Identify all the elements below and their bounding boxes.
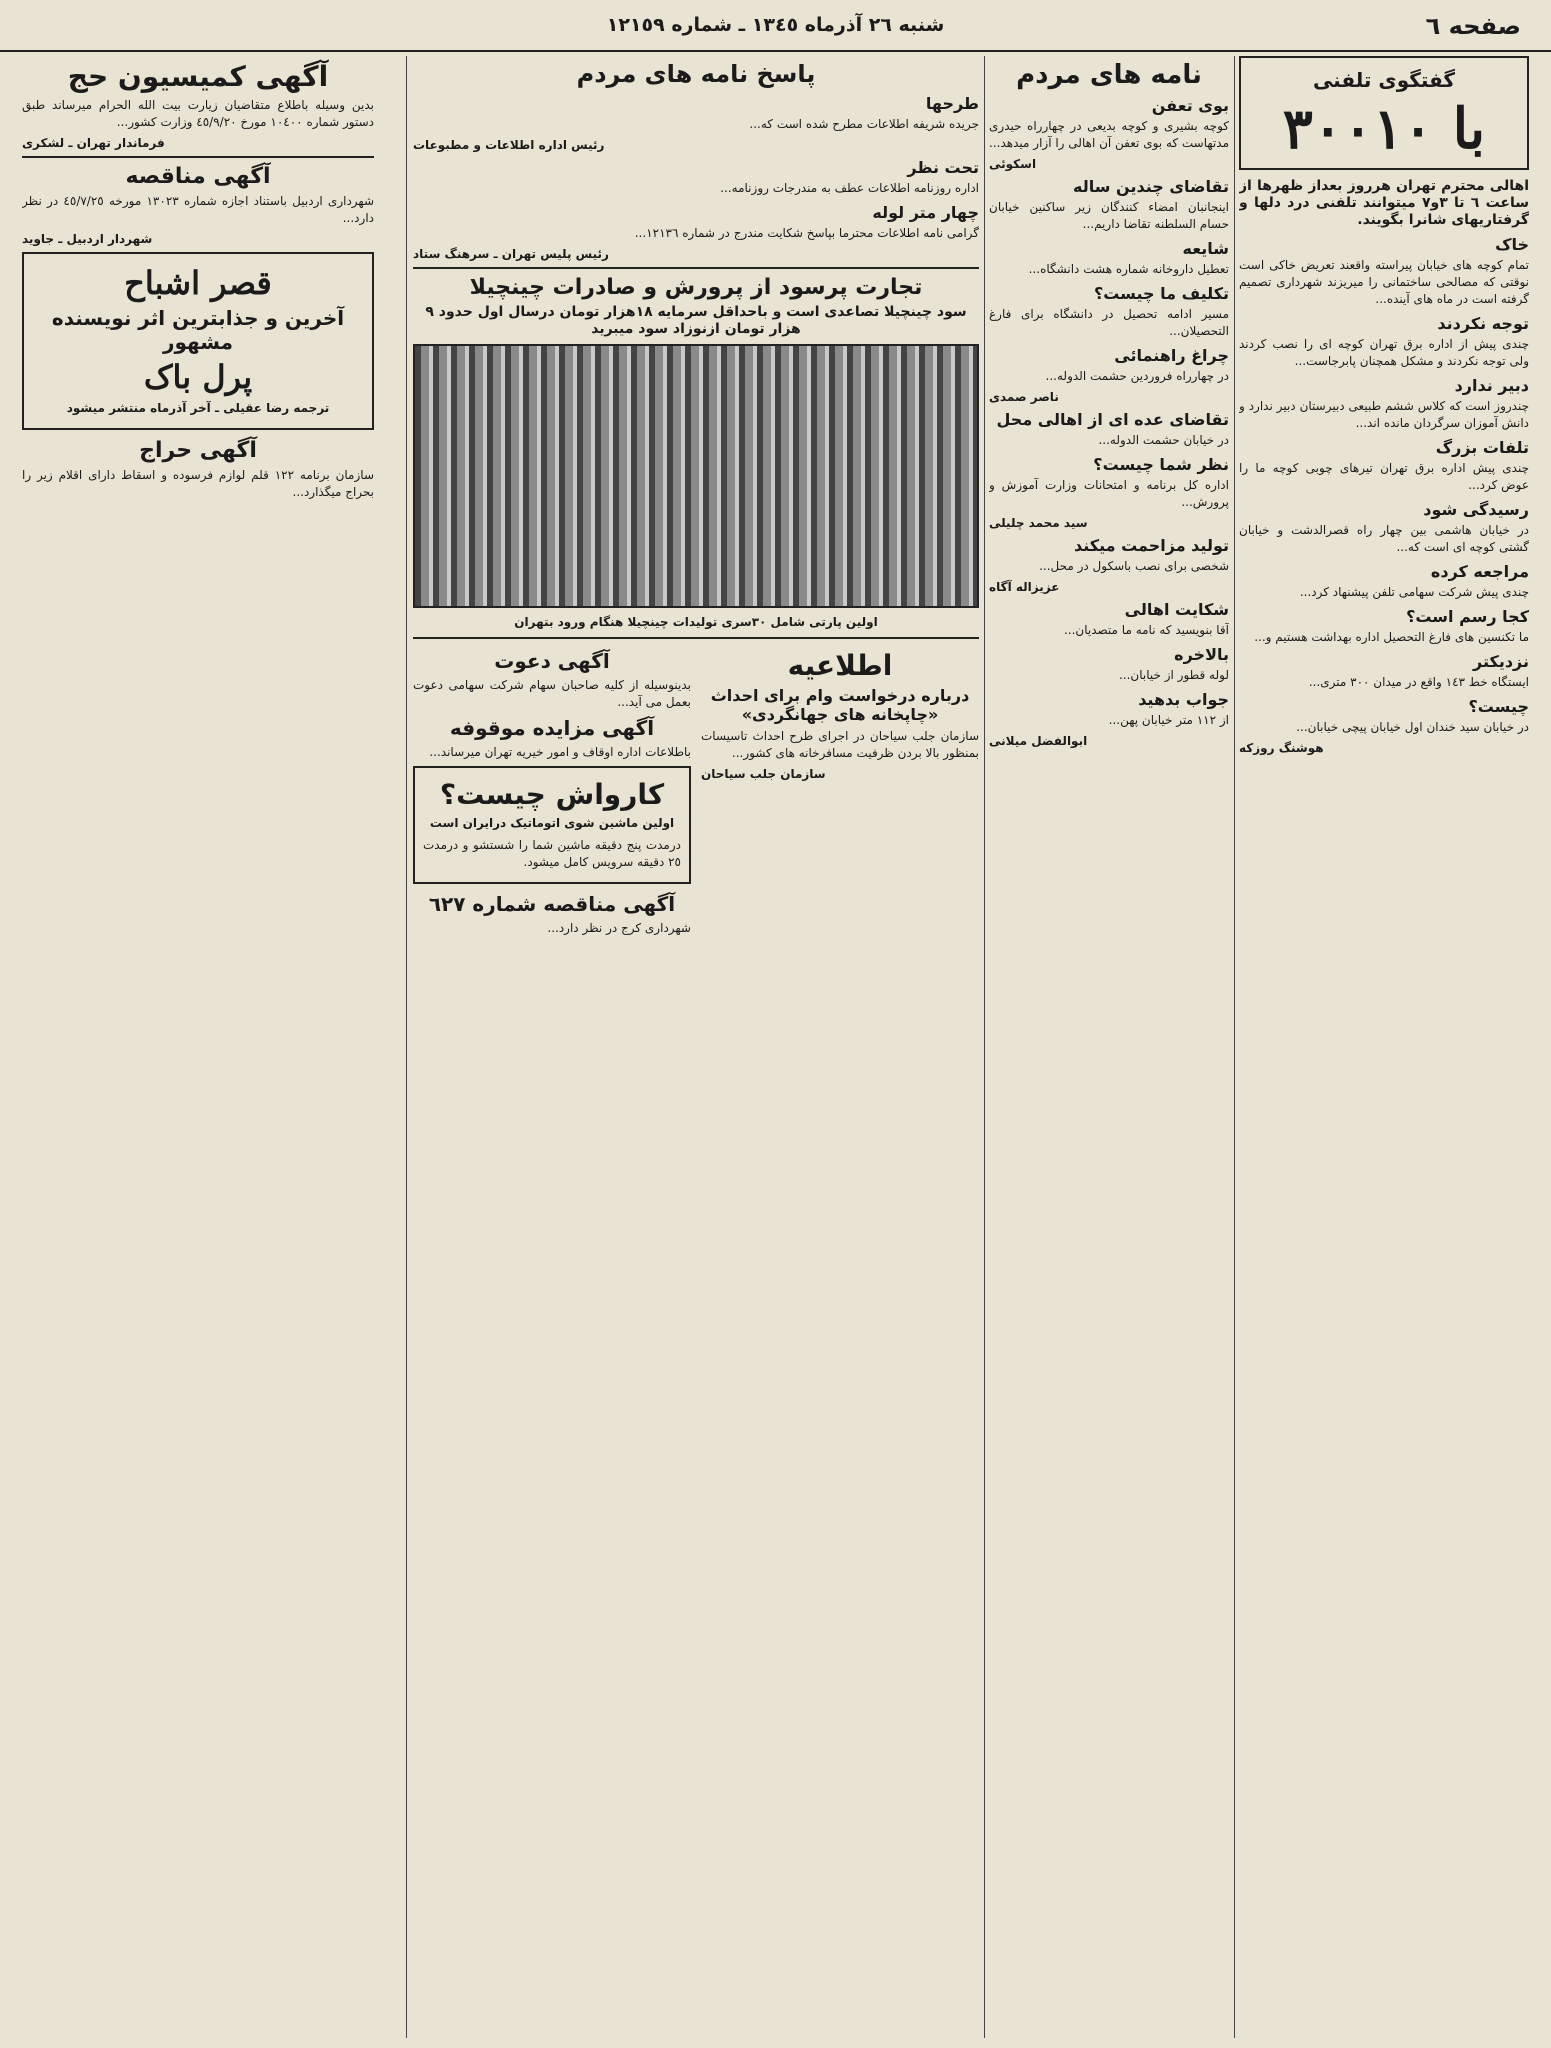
signature: هوشنگ روزکه bbox=[1239, 741, 1324, 755]
item: تلفات بزرگ چندی پیش اداره برق تهران تیرهای چوبی کوچه ما را عوض کرد... bbox=[1239, 438, 1529, 492]
ads-block: آگهی دعوت بدینوسیله از کلیه صاحبان سهام شرکت سهامی دعوت بعمل می آید... آگهی مزایده موقوفه باطلاعات اداره اوقاف و امور خیریه تهران میرساند... کارواش چیست؟ اولین ماشین شوی اتوماتیک درایران است درمدت پنج دقیقه ماشین شما را شستشو و درمدت ٢٥ دقیقه سرویس کامل میشود. آگهی مناقصه شماره ٦٢٧ شهرداری کرج در نظر دارد... bbox=[413, 649, 691, 935]
intro: اهالی محترم تهران هرروز بعداز ظهرها از ساعت ٦ تا ٣و٧ میتوانند تلفنی درد دلها و گرفتاریهای شانرا بگویند. bbox=[1239, 178, 1529, 228]
item: کجا رسم است؟ ما تکنسین های فارغ التحصیل اداره بهداشت هستیم و... bbox=[1254, 607, 1529, 644]
section-title: پاسخ نامه های مردم bbox=[576, 60, 816, 88]
feature-headline: تجارت پرسود از پرورش و صادرات چینچیلا bbox=[469, 275, 923, 300]
section-title: نامه های مردم bbox=[1016, 60, 1202, 90]
item: توجه نکردند چندی پیش از اداره برق تهران کوچه ای را نصب کردند ولی توجه نکردند و مشکل همچنان پابرجاست... bbox=[1239, 314, 1529, 368]
phone-banner bbox=[1239, 56, 1529, 170]
middle-section: پاسخ نامه های مردم طرحها جریده شریفه اطلاعات مطرح شده است که... رئیس اداره اطلاعات و مطبوعات تحت نظر اداره روزنامه اطلاعات عطف به مندرجات روزنامه... چهار متر لوله گرامی نامه اطلاعات محترما بپاسخ شکایت مندرج در شماره ١٢١٣٦... رئیس پلیس تهران ـ سرهنگ ستاد تجارت پرسود از پرورش و صادرات چینچیلا سود چینچیلا تصاعدی است و باحداقل سرمایه ١٨هزار تومان درسال اول حدود ٩ هزار تومان ازنوزاد سود میبرید اولین پارتی شامل ٣٠سری تولیدات چینچیلا هنگام ورود بتهران اطلاعیه درباره درخواست وام برای احداث «چاپخانه های جهانگردی» سازمان جلب سیاحان در اجرای طرح احداث تاسیسات بمنظور بالا بردن ظرفیت مسافرخانه های کشور... سازمان جلب سیاحان آگهی دعوت بدینوسیله از کلیه صاحبان سهام شرکت سهامی دعوت بعمل می آید... آگهی مزایده موقوفه باطلاعات اداره اوقاف و امور خیریه تهران میرساند... کارواش چیست؟ اولین ماشین شوی اتوماتیک درایران است درمدت پنج دقیقه ماشین شما را شستشو و درمدت ٢٥ دقیقه سرویس کامل میشود. آگهی مناقصه شماره ٦٢٧ شهرداری کرج در نظر دارد... bbox=[413, 56, 979, 2038]
page-header bbox=[0, 0, 1551, 52]
headline-number: با ٣٠٠١٠ bbox=[1282, 96, 1486, 162]
issue-date: شنبه ٢٦ آذرماه ١٣٤٥ ـ شماره ١٢١٥٩ bbox=[606, 14, 945, 36]
item: خاک تمام کوچه های خیابان پیراسته واقعند تعریض خاکی است نوقتی که مصالحی ساختمانی را میریزند شهرداری تصمیم گرفته است در ماه های آینده... bbox=[1239, 235, 1529, 306]
item: نزدیکتر ایستگاه خط ١٤٣ واقع در میدان ٣٠٠ متری... bbox=[1308, 652, 1529, 689]
hajj-title: آگهی کمیسیون حج bbox=[67, 60, 329, 93]
letters-column: نامه های مردم بوی تعفن کوچه بشیری و کوچه بدیعی در چهارراه حیدری مدتهاست که بوی تعفن آن اهالی را آزار میدهد... اسکوئی تقاضای چندین ساله اینجانبان امضاء کنندگان زیر ساکنین خیابان حسام السلطنه تقاضا داریم... شایعه تعطیل داروخانه شماره هشت دانشگاه... تکلیف ما چیست؟ مسیر ادامه تحصیل در دانشگاه برای فارغ التحصیلان... چراغ راهنمائی در چهارراه فروردین حشمت الدوله... ناصر صمدی تقاضای عده ای از اهالی محل در خیابان حشمت الدوله... نظر شما چیست؟ اداره کل برنامه و امتحانات وزارت آموزش و پرورش... سید محمد چلیلی تولید مزاحمت میکند شخصی برای نصب باسکول در محل... عزیزاله آگاه شکایت اهالی آقا بنویسید که نامه ما متصدیان... بالاخره لوله قطور از خیابان... جواب بدهید از ١١٢ متر خیابان پهن... ابوالفضل میلانی bbox=[989, 60, 1229, 748]
phone-column bbox=[1239, 56, 1529, 2038]
item: چیست؟ در خیابان سید خندان اول خیابان پیچی خیابان... bbox=[1296, 697, 1529, 734]
notice-block: اطلاعیه درباره درخواست وام برای احداث «چاپخانه های جهانگردی» سازمان جلب سیاحان در اجرای طرح احداث تاسیسات بمنظور بالا بردن ظرفیت مسافرخانه های کشور... سازمان جلب سیاحان bbox=[701, 649, 979, 781]
lower-middle bbox=[413, 645, 979, 942]
book-ad: قصر اشباح آخرین و جذابترین اثر نویسنده مشهور پرل باک ترجمه رضا عقیلی ـ آخر آذرماه منتشر میشود bbox=[22, 252, 374, 430]
section-title: گفتگوی تلفنی bbox=[1312, 68, 1456, 92]
item: مراجعه کرده چندی پیش شرکت سهامی تلفن پیشنهاد کرد... bbox=[1299, 562, 1529, 599]
chinchilla-photo bbox=[413, 344, 979, 608]
photo-caption: اولین پارتی شامل ٣٠سری تولیدات چینچیلا هنگام ورود بتهران bbox=[514, 615, 878, 629]
item: دبیر ندارد چندروز است که کلاس ششم طبیعی دبیرستان دبیر ندارد و دانش آموزان سرگردان مانده اند... bbox=[1239, 376, 1529, 430]
item: رسیدگی شود در خیابان هاشمی بین چهار راه قصرالدشت و خیابان گشتی کوچه ای است که... bbox=[1239, 500, 1529, 554]
feature-subhead: سود چینچیلا تصاعدی است و باحداقل سرمایه ١٨هزار تومان درسال اول حدود ٩ هزار تومان ازنوزاد سود میبرید bbox=[425, 304, 967, 337]
ads-column: آگهی کمیسیون حج بدین وسیله باطلاع متقاضیان زیارت بیت الله الحرام میرساند طبق دستور شماره ١٠٤٠٠ مورخ ٤٥/٩/٢٠ وزارت کشور... فرماندار تهران ـ لشکری آگهی مناقصه شهرداری اردبیل باستناد اجازه شماره ١٣٠٢٣ مورخه ٤٥/٧/٢٥ در نظر دارد... شهردار اردبیل ـ جاوید قصر اشباح آخرین و جذابترین اثر نویسنده مشهور پرل باک ترجمه رضا عقیلی ـ آخر آذرماه منتشر میشود آگهی حراج سازمان برنامه ١٢٢ قلم لوازم فرسوده و اسقاط دارای اقلام زیر را بحراج میگذارد... bbox=[22, 60, 374, 499]
page-number: صفحه ٦ bbox=[1425, 12, 1521, 40]
